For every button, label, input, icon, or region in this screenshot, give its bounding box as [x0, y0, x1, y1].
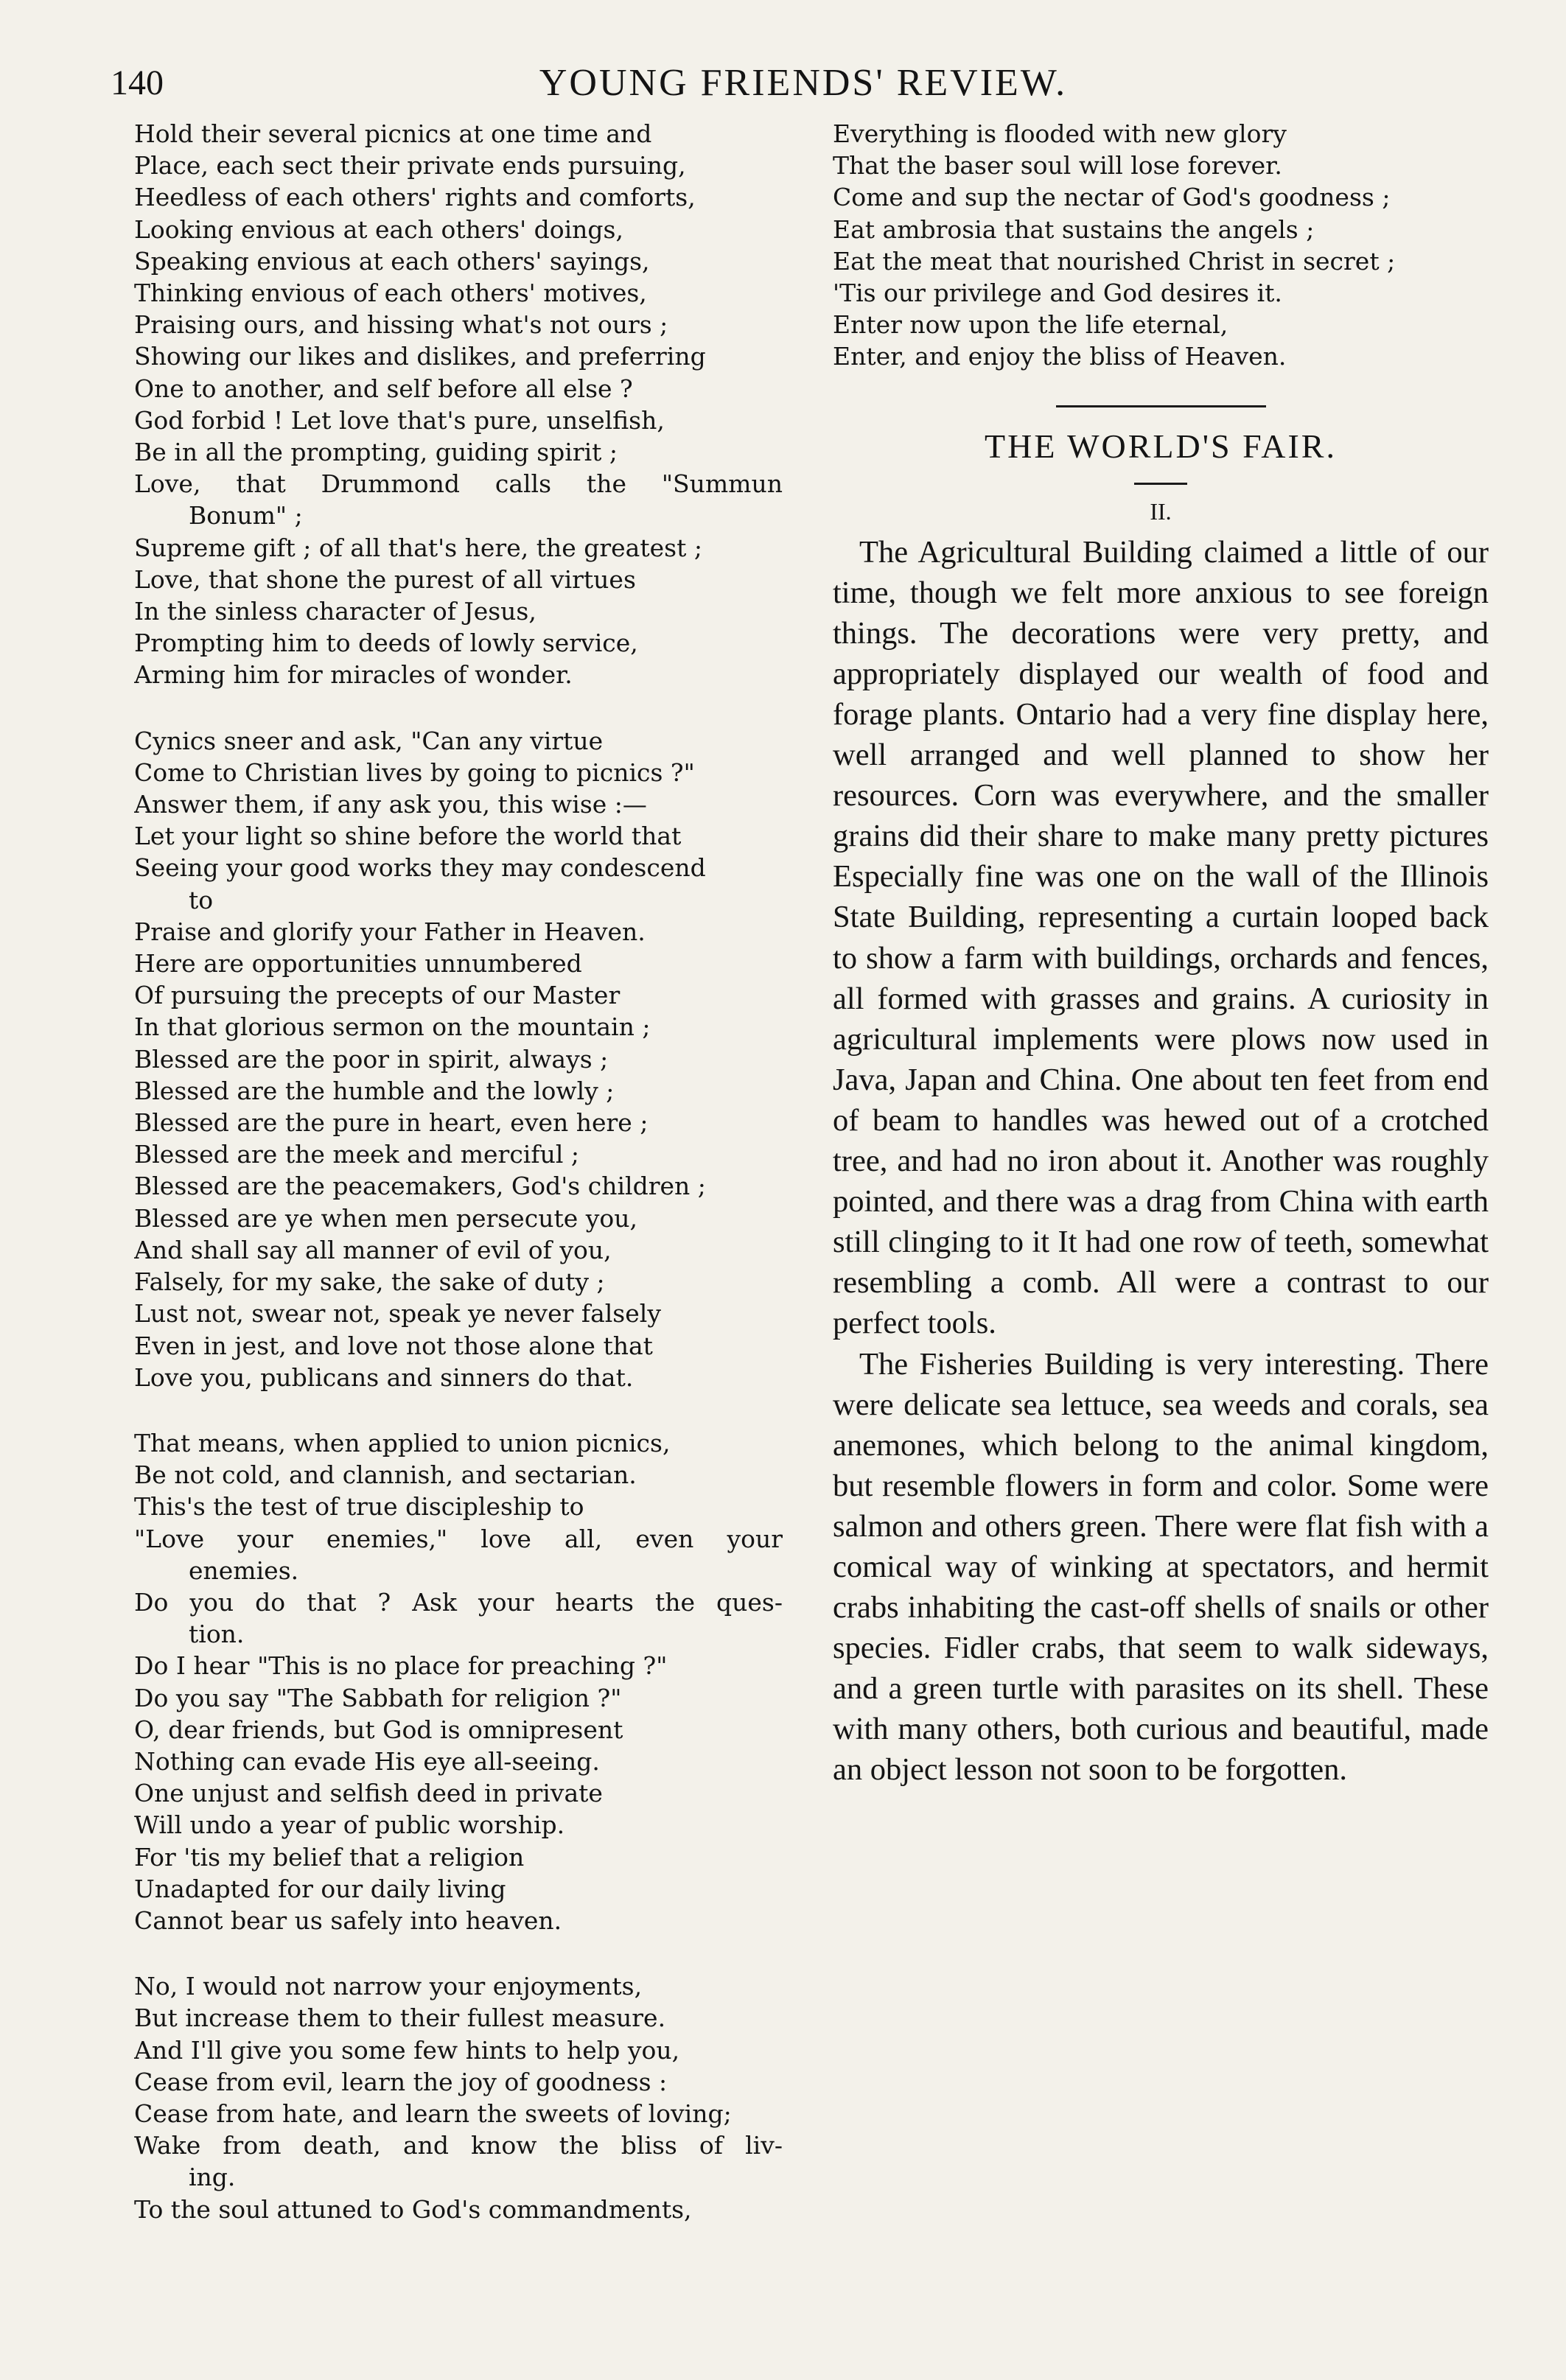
verse-line: That means, when applied to union picnics,: [134, 1428, 671, 1457]
page-number: 140: [111, 63, 164, 102]
verse-line: Wake from death, and know the bliss of liv-: [134, 2131, 783, 2160]
verse-line: Even in jest, and love not those alone that: [134, 1331, 653, 1360]
verse-line: Blessed are the poor in spirit, always ;: [134, 1044, 609, 1074]
verse-line: Blessed are the pure in heart, even here ;: [134, 1108, 649, 1138]
verse-line: Everything is flooded with new glory: [833, 119, 1287, 148]
verse-line: Enter now upon the life eternal,: [833, 310, 1228, 340]
verse-line: God forbid ! Let love that's pure, unselfish,: [134, 405, 665, 435]
verse-line: In the sinless character of Jesus,: [134, 597, 536, 626]
verse-line: Come and sup the nectar of God's goodness ;: [833, 183, 1391, 212]
stanza-gap: [134, 1936, 783, 1970]
poem-stanza: [134, 118, 783, 691]
verse-line: One unjust and selfish deed in private: [134, 1779, 603, 1808]
verse-line: Eat ambrosia that sustains the angels ;: [833, 214, 1315, 244]
verse-line: In that glorious sermon on the mountain ;: [134, 1012, 651, 1042]
verse-line: Supreme gift ; of all that's here, the greatest ;: [134, 533, 702, 562]
page-header: [111, 57, 1496, 116]
verse-line: Looking envious at each others' doings,: [134, 214, 623, 244]
verse-line: Love, that shone the purest of all virtues: [134, 564, 636, 594]
verse-line: Bonum" ;: [189, 501, 303, 531]
verse-line: But increase them to their fullest measure.: [134, 2003, 666, 2033]
verse-line: Thinking envious of each others' motives,: [134, 279, 647, 308]
poem-continuation: [833, 118, 1489, 373]
verse-line: Come to Christian lives by going to picnics ?": [134, 757, 695, 787]
verse-line: Do I hear "This is no place for preaching ?": [134, 1651, 668, 1681]
verse-line: Answer them, if any ask you, this wise :—: [134, 790, 647, 819]
article-title: THE WORLD'S FAIR.: [985, 427, 1337, 465]
verse-line: And shall say all manner of evil of you,: [134, 1235, 612, 1264]
verse-line: Falsely, for my sake, the sake of duty ;: [134, 1267, 605, 1297]
verse-line: Cynics sneer and ask, "Can any virtue: [134, 726, 604, 755]
verse-line: Eat the meat that nourished Christ in secret ;: [833, 246, 1396, 276]
verse-line: Hold their several picnics at one time and: [134, 119, 652, 148]
right-column: [833, 118, 1489, 1791]
verse-line: Arming him for miracles of wonder.: [134, 660, 573, 690]
poem-stanza: [134, 1427, 783, 1936]
verse-line: Cease from evil, learn the joy of goodness :: [134, 2067, 668, 2096]
verse-line: Showing our likes and dislikes, and preferring: [134, 342, 706, 371]
poem-stanza: [134, 1970, 783, 2225]
stanza-gap: [134, 691, 783, 725]
verse-line: Do you do that ? Ask your hearts the ques-: [134, 1587, 783, 1617]
verse-line: Seeing your good works they may condescend: [134, 853, 706, 883]
poem-stanza: [134, 725, 783, 1393]
verse-line: Cannot bear us safely into heaven.: [134, 1905, 562, 1935]
verse-line: And I'll give you some few hints to help you,: [134, 2035, 680, 2065]
verse-line: Cease from hate, and learn the sweets of loving;: [134, 2099, 732, 2128]
stanza-gap: [134, 1393, 783, 1427]
verse-line: Of pursuing the precepts of our Master: [134, 981, 621, 1010]
verse-line: Blessed are ye when men persecute you,: [134, 1203, 637, 1233]
verse-line: To the soul attuned to God's commandments,: [134, 2194, 692, 2224]
article-paragraph-2: The Fisheries Building is very interesting. There were delicate sea lettuce, sea weeds and corals, sea anemones, which belong to the animal kingdom, but resemble flowers in form and color. Some were salmon and others green. There were flat fish with a comical way of winking at spectators, and hermit crabs inhabiting the cast-off shells of snails or other species. Fidler crabs, that seem to walk sideways, and a green turtle with parasites on its shell. These with many others, both curious and beautiful, made an object lesson not soon to be forgotten.: [833, 1346, 1489, 1788]
section-divider: [1056, 405, 1266, 407]
verse-line: O, dear friends, but God is omnipresent: [134, 1715, 623, 1744]
verse-line: "Love your enemies," love all, even your: [134, 1524, 783, 1553]
verse-line: Blessed are the meek and merciful ;: [134, 1140, 579, 1169]
verse-line: Speaking envious at each others' sayings,: [134, 246, 650, 276]
verse-line: Enter, and enjoy the bliss of Heaven.: [833, 342, 1287, 371]
verse-line: Be not cold, and clannish, and sectarian.: [134, 1460, 637, 1490]
verse-line: Nothing can evade His eye all-seeing.: [134, 1746, 600, 1776]
verse-line: Do you say "The Sabbath for religion ?": [134, 1683, 622, 1712]
verse-line: Will undo a year of public worship.: [134, 1810, 565, 1840]
verse-line: No, I would not narrow your enjoyments,: [134, 1972, 643, 2001]
verse-line: to: [189, 885, 214, 914]
verse-line: Place, each sect their private ends pursuing,: [134, 151, 686, 181]
verse-line: Praising ours, and hissing what's not ours ;: [134, 310, 668, 340]
verse-line: Blessed are the humble and the lowly ;: [134, 1076, 615, 1105]
verse-line: Lust not, swear not, speak ye never falsely: [134, 1299, 661, 1329]
verse-line: This's the test of true discipleship to: [134, 1492, 584, 1522]
article-paragraph-1: The Agricultural Building claimed a little of our time, though we felt more anxious to see foreign things. The decorations were very pretty, and appropriately displayed our wealth of food and forage plants. Ontario had a very fine display here, well arranged and well planned to show her resources. Corn was everywhere, and the smaller grains did their share to make many pretty pictures Especially fine was one on the wall of the Illinois State Building, representing a curtain looped back to show a farm with buildings, orchards and fences, all formed with grasses and grains. A curiosity in agricultural implements were plows now used in Java, Japan and China. One about ten feet from end of beam to handles was hewed out of a crotched tree, and had no iron about it. Another was roughly pointed, and there was a drag from China with earth still clinging to it It had one row of teeth, somewhat resembling a comb. All were a contrast to our perfect tools.: [833, 534, 1489, 1341]
verse-line: Prompting him to deeds of lowly service,: [134, 629, 638, 658]
verse-line: enemies.: [189, 1555, 299, 1585]
verse-line: Praise and glorify your Father in Heaven.: [134, 917, 646, 946]
verse-line: tion.: [189, 1620, 245, 1649]
title-divider: [1134, 483, 1187, 485]
verse-line: Let your light so shine before the world that: [134, 822, 682, 851]
verse-line: Unadapted for our daily living: [134, 1874, 506, 1903]
verse-line: For 'tis my belief that a religion: [134, 1842, 525, 1872]
journal-title: YOUNG FRIENDS' REVIEW.: [539, 62, 1068, 104]
article-part-number: II.: [1150, 497, 1172, 525]
verse-line: One to another, and self before all else ?: [134, 374, 633, 403]
verse-line: Here are opportunities unnumbered: [134, 949, 582, 979]
verse-line: That the baser soul will lose forever.: [833, 151, 1282, 181]
poem-column-left: [134, 118, 783, 2225]
verse-line: ing.: [189, 2163, 236, 2192]
verse-line: Blessed are the peacemakers, God's children ;: [134, 1172, 706, 1201]
verse-line: Be in all the prompting, guiding spirit ;: [134, 438, 618, 467]
verse-line: 'Tis our privilege and God desires it.: [833, 279, 1282, 308]
verse-line: Love you, publicans and sinners do that.: [134, 1362, 634, 1392]
verse-line: Heedless of each others' rights and comforts,: [134, 183, 696, 212]
verse-line: Love, that Drummond calls the "Summun: [134, 469, 783, 499]
